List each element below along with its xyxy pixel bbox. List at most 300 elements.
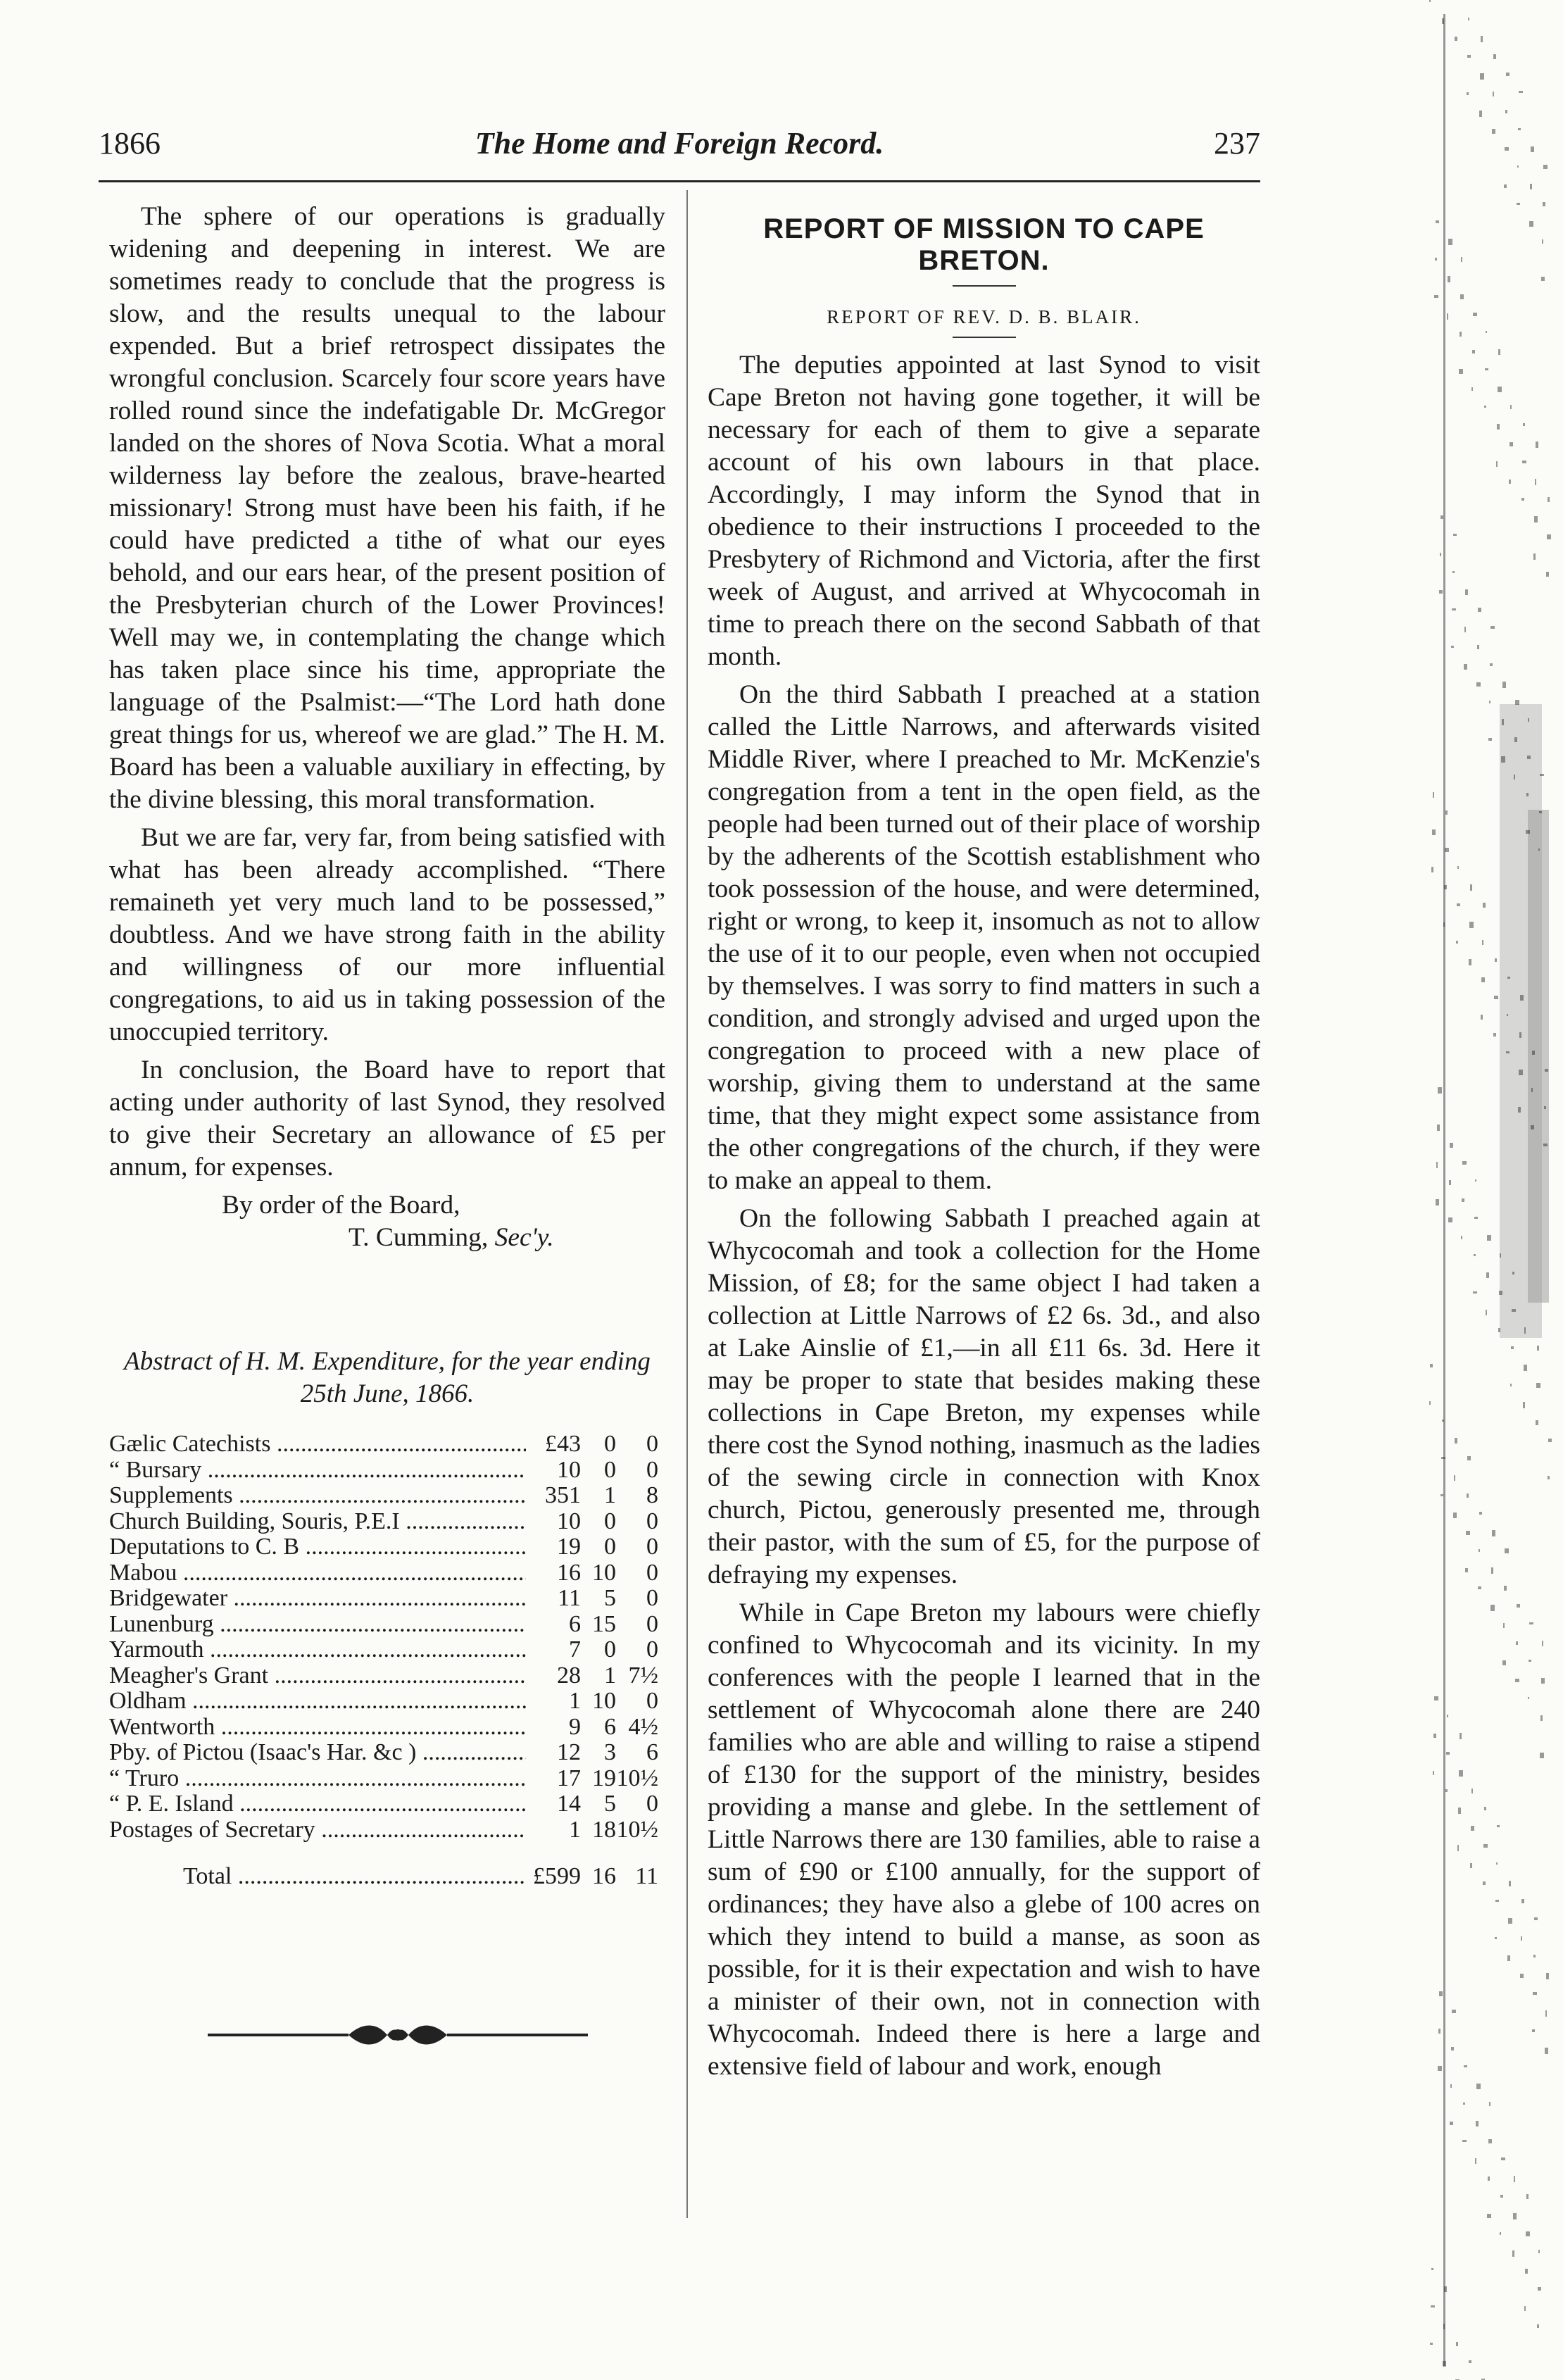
row-label: “ P. E. Island .....: [109, 1791, 526, 1817]
page-number: 237: [1214, 126, 1260, 161]
row-amount-s: 16: [592, 1863, 616, 1889]
speckle: [1446, 1752, 1450, 1755]
speckle: [1517, 203, 1520, 205]
table-row: [109, 1509, 658, 1535]
speckle: [1518, 1107, 1521, 1113]
paragraph: On the third Sabbath I preached at a station called the Little Narrows, and afterwards visited Middle River, where I preached to Mr. McKenzie's congregation from a tent in the open field, as the people had been turned out of their place of worship by the adherents of the Scottish establishment who took possession of the house, and were determined, right or wrong, to keep it, insomuch as not to allow the use of it to our people, even when not occupied by themselves. I was sorry to find matters in such a condition, and strongly advised and urged upon the congregation to proceed with a new place of worship, giving them to understand at the same time, that they might expect some assistance from the other congregations of the church, if they were to make an appeal to them.: [708, 680, 1260, 1195]
speckle: [1498, 1328, 1500, 1332]
speckle: [1464, 664, 1467, 670]
paragraph: In conclusion, the Board have to report that acting under authority of last Synod, they resolved to give their Secretary an allowance of £5 per annum, for expenses.: [109, 1056, 665, 1182]
speckle: [1459, 369, 1463, 374]
row-amount-d: 8: [646, 1482, 658, 1508]
speckle: [1480, 73, 1484, 80]
speckle: [1494, 996, 1498, 999]
speckle: [1511, 1346, 1514, 1349]
speckle: [1523, 1402, 1525, 1408]
table-row: [109, 1740, 658, 1766]
speckle: [1521, 1899, 1524, 1903]
row-amount-d: 0: [646, 1688, 658, 1714]
row-amount-s: 10: [592, 1559, 616, 1586]
speckle: [1456, 941, 1458, 944]
speckle: [1534, 516, 1538, 522]
speckle: [1517, 165, 1519, 168]
speckle: [1443, 2324, 1445, 2329]
speckle: [1452, 571, 1455, 573]
speckle: [1478, 1586, 1481, 1589]
speckle: [1449, 1180, 1451, 1185]
speckle: [1462, 1198, 1464, 1202]
row-amount-s: 5: [604, 1791, 616, 1817]
speckle: [1451, 646, 1454, 648]
signature-name-line: [109, 1222, 665, 1254]
row-amount-l: £599: [533, 1863, 581, 1889]
speckle: [1548, 1439, 1552, 1442]
row-label: Postages of Secretary .....: [109, 1817, 526, 1843]
speckle: [1505, 110, 1507, 113]
speckle: [1474, 1217, 1478, 1219]
row-label: “ Bursary .....: [109, 1458, 526, 1484]
speckle: [1460, 332, 1462, 337]
speckle: [1520, 1974, 1524, 1978]
speckle: [1500, 1253, 1501, 1258]
speckle: [1470, 884, 1472, 891]
table-row: [109, 1612, 658, 1638]
row-amount-l: 7: [569, 1636, 581, 1662]
speckle: [1523, 423, 1525, 426]
left-column: [109, 201, 665, 1890]
speckle: [1448, 276, 1450, 282]
speckle: [1469, 959, 1471, 965]
expenditure-table: [109, 1432, 658, 1890]
speckle: [1465, 1568, 1468, 1572]
speckle: [1478, 608, 1481, 612]
speckle: [1451, 2047, 1454, 2050]
abstract-title: Abstract of H. M. Expenditure, for the year ending 25th June, 1866.: [124, 1347, 651, 1408]
speckle: [1476, 682, 1481, 687]
speckle: [1507, 977, 1510, 979]
speckle: [1532, 1051, 1535, 1055]
speckle: [1504, 1586, 1507, 1591]
speckle: [1481, 1015, 1483, 1020]
row-amount-s: 0: [604, 1636, 616, 1662]
speckle: [1538, 2250, 1540, 2253]
speckle: [1548, 1476, 1550, 1479]
speckle: [1524, 2306, 1526, 2311]
speckle: [1455, 37, 1457, 41]
row-amount-s: 0: [604, 1456, 616, 1483]
speckle: [1512, 1272, 1514, 1274]
speckle: [1456, 2342, 1458, 2346]
speckle: [1455, 1438, 1457, 1443]
speckle: [1439, 590, 1443, 594]
speckle: [1434, 1696, 1438, 1701]
speckle: [1500, 2232, 1501, 2235]
table-row: [109, 1560, 658, 1586]
speckle: [1459, 1770, 1463, 1777]
speckle: [1531, 146, 1534, 152]
speckle: [1473, 313, 1477, 316]
speckle: [1464, 627, 1466, 632]
speckle: [1512, 2250, 1514, 2257]
row-amount-d: 0: [646, 1791, 658, 1817]
speckle: [1536, 441, 1538, 448]
speckle: [1534, 1917, 1538, 1920]
speckle: [1537, 2324, 1539, 2328]
speckle: [1528, 1697, 1529, 1699]
row-amount-l: 351: [545, 1482, 581, 1508]
speckle: [1528, 718, 1529, 722]
speckle: [1452, 608, 1456, 610]
speckle: [1430, 1364, 1433, 1367]
row-amount-s: 15: [592, 1610, 616, 1637]
speckle: [1476, 2084, 1481, 2089]
speckle: [1450, 2122, 1453, 2125]
row-label: Lunenburg .....: [109, 1612, 526, 1638]
speckle: [1535, 479, 1536, 485]
row-amount-d: 7½: [628, 1662, 658, 1689]
running-header: [99, 125, 1260, 175]
speckle: [1430, 2343, 1433, 2345]
row-label: Deputations to C. B .....: [109, 1534, 526, 1560]
row-label: Meagher's Grant .....: [109, 1663, 526, 1689]
row-amount-l: 11: [558, 1585, 581, 1611]
speckle: [1529, 1622, 1533, 1624]
speckle: [1484, 1807, 1486, 1810]
table-row: [109, 1791, 658, 1817]
speckle: [1486, 331, 1487, 333]
row-amount-s: 18: [592, 1816, 616, 1843]
speckle: [1479, 111, 1482, 117]
row-amount-l: 14: [557, 1791, 581, 1817]
row-amount-d: 11: [635, 1863, 658, 1889]
speckle: [1524, 1365, 1527, 1371]
speckle: [1509, 442, 1513, 446]
speckle: [1502, 1660, 1506, 1665]
row-amount-l: 12: [557, 1739, 581, 1765]
speckle: [1516, 1641, 1518, 1645]
row-amount-d: 0: [646, 1559, 658, 1586]
speckle: [1519, 91, 1523, 93]
table-row: [109, 1432, 658, 1458]
speckle: [1440, 515, 1443, 519]
row-amount-s: 3: [604, 1739, 616, 1765]
speckle: [1529, 1660, 1531, 1662]
speckle: [1548, 497, 1550, 502]
speckle: [1474, 1254, 1476, 1256]
speckle: [1525, 2269, 1528, 2274]
speckle: [1536, 1420, 1538, 1425]
speckle: [1522, 461, 1526, 463]
speckle: [1489, 701, 1490, 703]
speckle: [1546, 572, 1549, 577]
speckle: [1479, 1512, 1482, 1515]
row-amount-d: 0: [646, 1456, 658, 1483]
table-total-row: [109, 1864, 658, 1890]
speckle: [1543, 202, 1545, 206]
speckle: [1481, 977, 1485, 982]
speckle: [1443, 922, 1445, 927]
speckle: [1530, 184, 1532, 189]
speckle: [1444, 2286, 1447, 2292]
speckle: [1469, 922, 1474, 928]
speckle: [1495, 1900, 1499, 1902]
speckle: [1469, 2360, 1471, 2363]
speckle: [1450, 2084, 1452, 2088]
row-amount-l: 1: [569, 1816, 581, 1843]
speckle: [1453, 1512, 1457, 1518]
speckle: [1531, 1088, 1533, 1092]
speckle: [1518, 128, 1521, 130]
speckle: [1543, 1144, 1548, 1146]
speckle: [1496, 461, 1498, 467]
speckle: [1470, 1863, 1472, 1868]
row-label: Supplements .....: [109, 1483, 526, 1509]
speckle: [1542, 239, 1543, 244]
row-amount-d: 0: [646, 1610, 658, 1637]
speckle: [1436, 220, 1439, 223]
speckle: [1499, 1291, 1502, 1295]
row-amount-s: 19: [592, 1765, 616, 1791]
speckle: [1438, 1087, 1442, 1094]
speckle: [1444, 885, 1447, 889]
speckle: [1541, 277, 1545, 281]
paragraph: But we are far, very far, from being satisfied with what has been already accomplished. “There remaineth yet very much land to be possessed,” doubtless. And we have strong faith in the ability and willingness of our more influential congregations, to aid us in taking possession of the unoccupied territory.: [109, 823, 665, 1046]
row-label: Pby. of Pictou (Isaac's Har. &c ) .....: [109, 1740, 526, 1766]
speckle: [1432, 829, 1436, 835]
speckle: [1495, 958, 1497, 962]
speckle: [1461, 257, 1462, 262]
speckle: [1532, 2029, 1535, 2032]
speckle: [1486, 1272, 1489, 1278]
ornament-divider: [208, 2021, 588, 2049]
right-column: [708, 201, 1260, 2088]
speckle: [1493, 1033, 1496, 1036]
speckle: [1464, 2065, 1467, 2067]
speckle: [1442, 1420, 1444, 1422]
speckle: [1453, 534, 1457, 536]
speckle: [1460, 1733, 1462, 1739]
speckle: [1436, 1162, 1438, 1168]
speckle: [1536, 1383, 1540, 1388]
speckle: [1509, 1881, 1511, 1886]
speckle: [1461, 1236, 1462, 1239]
speckle: [1497, 424, 1500, 430]
speckle: [1484, 406, 1486, 408]
speckle: [1460, 294, 1464, 299]
signature-role: Sec'y.: [494, 1223, 554, 1252]
speckle: [1527, 756, 1531, 759]
speckle: [1519, 1032, 1521, 1038]
speckle: [1545, 1069, 1548, 1072]
speckle: [1521, 1936, 1522, 1941]
speckle: [1545, 2048, 1548, 2054]
speckle: [1482, 940, 1483, 945]
speckle: [1488, 2139, 1492, 2143]
speckle: [1467, 92, 1469, 95]
speckle: [1467, 55, 1471, 58]
speckle: [1526, 2231, 1530, 2236]
speckle: [1498, 349, 1500, 355]
speckle: [1454, 1475, 1455, 1481]
row-label: Yarmouth .....: [109, 1637, 526, 1663]
signature-name: T. Cumming,: [349, 1223, 489, 1252]
row-amount-l: 19: [557, 1534, 581, 1560]
speckle: [1437, 1125, 1440, 1131]
speckle: [1544, 1106, 1546, 1109]
speckle: [1506, 73, 1509, 76]
speckle: [1507, 1955, 1510, 1961]
speckle: [1483, 1881, 1486, 1885]
row-label: Wentworth .....: [109, 1715, 526, 1741]
speckle: [1542, 1641, 1543, 1646]
speckle: [1441, 1457, 1445, 1459]
speckle: [1514, 775, 1515, 779]
speckle: [1440, 553, 1441, 556]
speckle: [1467, 1456, 1471, 1460]
speckle: [1496, 1862, 1498, 1865]
row-amount-l: 9: [569, 1713, 581, 1740]
speckle: [1520, 995, 1524, 1001]
speckle: [1490, 626, 1495, 629]
speckle: [1507, 1014, 1508, 1016]
row-label: Church Building, Souris, P.E.I .....: [109, 1509, 526, 1535]
speckle: [1475, 1179, 1476, 1182]
speckle: [1517, 1604, 1520, 1608]
row-amount-d: 6: [646, 1739, 658, 1765]
speckle: [1462, 2140, 1467, 2142]
row-label: Oldham .....: [109, 1689, 526, 1715]
speckle: [1467, 1493, 1469, 1498]
table-row: [109, 1534, 658, 1560]
speckle: [1526, 2194, 1529, 2199]
signature-block: [109, 1189, 665, 1254]
speckle: [1431, 2268, 1433, 2270]
speckle: [1498, 387, 1502, 392]
table-row: [109, 1663, 658, 1689]
speckle: [1472, 350, 1475, 353]
row-amount-l: 28: [557, 1662, 581, 1689]
row-label: “ Truro .....: [109, 1766, 526, 1792]
speckle: [1487, 2214, 1491, 2218]
row-amount-s: 5: [604, 1585, 616, 1611]
speckle: [1477, 645, 1479, 649]
speckle: [1493, 92, 1494, 96]
speckle: [1443, 2361, 1446, 2367]
row-amount-d: 0: [646, 1431, 658, 1457]
row-amount-l: 16: [557, 1559, 581, 1586]
row-amount-s: 1: [604, 1662, 616, 1689]
row-amount-d: 0: [646, 1508, 658, 1534]
speckle: [1510, 405, 1512, 409]
speckle: [1501, 756, 1505, 763]
speckle: [1508, 1918, 1512, 1924]
speckle: [1487, 1235, 1491, 1241]
speckle: [1497, 1825, 1500, 1827]
speckle: [1488, 738, 1492, 741]
speckle: [1519, 1070, 1523, 1075]
speckle: [1540, 1715, 1543, 1721]
speckle: [1538, 848, 1540, 851]
row-amount-d: 10½: [616, 1816, 658, 1843]
speckle: [1521, 498, 1524, 501]
row-amount-l: 6: [569, 1610, 581, 1637]
speckle: [1457, 903, 1460, 906]
speckle: [1431, 2305, 1435, 2307]
column-divider: [686, 190, 688, 2218]
speckle: [1537, 1346, 1539, 1351]
speckle: [1463, 2103, 1465, 2105]
speckle: [1436, 1199, 1439, 1205]
row-label: Total .....: [109, 1864, 526, 1890]
speckle: [1489, 2102, 1490, 2106]
speckle: [1514, 737, 1517, 742]
speckle: [1492, 1530, 1495, 1536]
speckle: [1458, 1808, 1461, 1814]
row-amount-l: £43: [545, 1431, 581, 1457]
speckle: [1502, 719, 1504, 725]
speckle: [1439, 1991, 1443, 1996]
speckle: [1457, 866, 1459, 869]
speckle: [1476, 2121, 1479, 2127]
scan-edge-artifact: [1415, 0, 1563, 2380]
speckle: [1429, 0, 1431, 2]
table-row: [109, 1689, 658, 1715]
table-row: [109, 1637, 658, 1663]
speckle: [1490, 663, 1493, 666]
speckle: [1440, 1494, 1443, 1496]
subtitle-rule: [953, 337, 1016, 338]
speckle: [1540, 774, 1544, 776]
speckle: [1500, 2195, 1503, 2198]
paragraph: While in Cape Breton my labours were chiefly confined to Whycocomah and its vicinity. In my conferences with the people I learned that in the settlement of Whycocomah alone there are 240 families who are able and willing to raise a stipend of £130 for the support of the ministry, besides providing a manse and glebe. In the settlement of Little Narrows there are 130 families, able to raise a sum of £90 or £100 annually, for the support of ordinances; they have also a glebe of 100 acres on which they intend to build a manse, as soon as possible, for it is their expectation and wish to have a minister of their own, not in connection with Whycocomah. Indeed there is here a large and extensive field of labour and work, enough: [708, 1598, 1260, 2081]
speckle: [1438, 2066, 1442, 2071]
speckle: [1486, 1310, 1487, 1315]
speckle: [1505, 147, 1509, 151]
speckle: [1524, 1327, 1526, 1334]
speckle: [1465, 589, 1468, 595]
header-title: The Home and Foreign Record.: [475, 126, 884, 161]
speckle: [1471, 1789, 1473, 1793]
speckle: [1452, 2010, 1456, 2013]
row-amount-d: 0: [646, 1534, 658, 1560]
speckle: [1488, 2177, 1490, 2181]
speckle: [1431, 867, 1433, 872]
speckle: [1526, 830, 1530, 834]
table-row: [109, 1483, 658, 1509]
speckle: [1505, 1548, 1509, 1553]
speckle: [1526, 793, 1529, 796]
speckle: [1448, 1217, 1452, 1222]
speckle: [1457, 1845, 1459, 1851]
speckle: [1438, 2029, 1440, 2034]
speckle: [1445, 810, 1448, 815]
speckle: [1479, 1549, 1480, 1552]
speckle: [1466, 1531, 1470, 1535]
row-amount-l: 10: [557, 1508, 581, 1534]
speckle: [1493, 54, 1496, 59]
speckle: [1433, 792, 1434, 798]
speckle: [1445, 1789, 1448, 1792]
speckle: [1462, 1161, 1467, 1165]
speckle: [1540, 1753, 1544, 1758]
table-row: [109, 1766, 658, 1792]
paragraph: The deputies appointed at last Synod to visit Cape Breton not having gone together, it will be necessary for each of them to give a separate account of his own labours in that place. Accordingly, I may inform the Synod that in obedience to their instructions I proceeded to the Presbytery of Richmond and Victoria, after the first week of August, and arrived at Whycocomah in time to preach there on the second Sabbath of that month.: [708, 351, 1260, 671]
row-label: Bridgewater .....: [109, 1586, 526, 1612]
speckle: [1471, 1826, 1474, 1831]
speckle: [1450, 1143, 1453, 1148]
speckle: [1434, 295, 1438, 298]
row-amount-l: 17: [557, 1765, 581, 1791]
